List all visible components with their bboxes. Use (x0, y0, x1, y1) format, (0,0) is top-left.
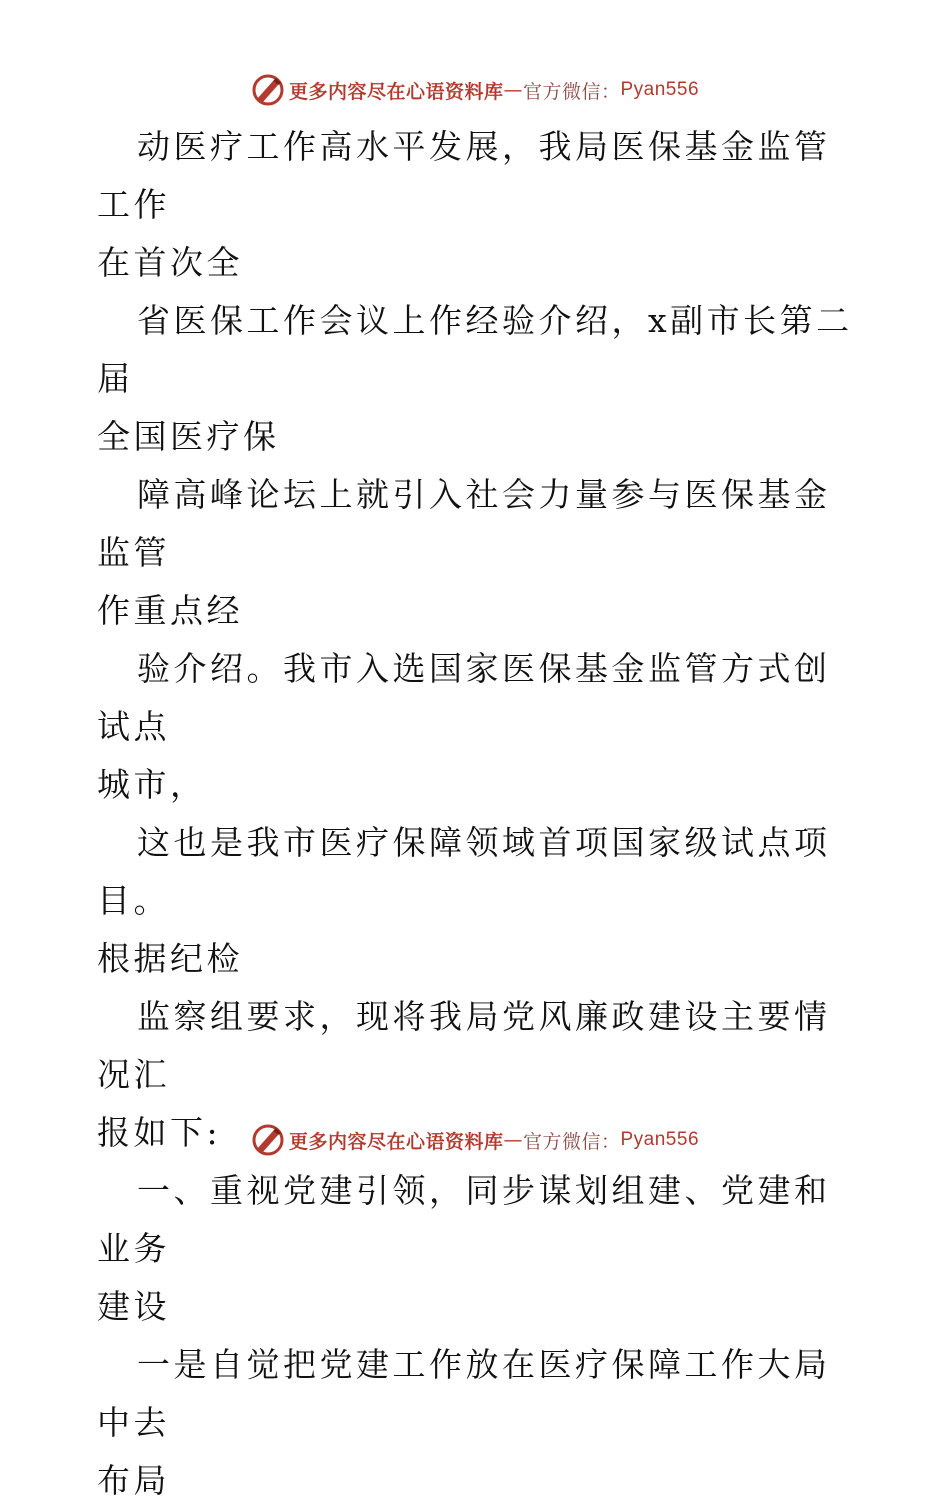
paragraph: 验介绍。我市入选国家医保基金监管方式创试点 城市， (97, 649, 831, 804)
header-watermark (0, 70, 950, 110)
watermark-site-name: 更多内容尽在心语资料库 (288, 80, 504, 103)
watermark-wechat-label: 官方微信： (522, 80, 621, 103)
paragraph: 监察组要求，现将我局党风廉政建设主要情况汇 报如下: (97, 997, 831, 1152)
paragraph: 障高峰论坛上就引入社会力量参与医保基金监管 作重点经 (97, 475, 831, 630)
section-heading: 一、重视党建引领，同步谋划组建、党建和业务 建设 (97, 1171, 831, 1326)
footer-watermark (0, 1120, 950, 1160)
watermark-dash: — (503, 79, 523, 101)
pen-logo-icon (251, 73, 285, 107)
document-body (97, 118, 857, 1510)
paragraph: 这也是我市医疗保障领域首项国家级试点项目。 根据纪检 (97, 823, 831, 978)
watermark-wechat-label: 官方微信： (522, 1130, 621, 1153)
watermark-dash: — (503, 1129, 523, 1151)
paragraph: 动医疗工作高水平发展，我局医保基金监管工作 在首次全 (97, 127, 831, 282)
watermark-wechat-id: Pyan556 (620, 79, 700, 100)
paragraph: 一是自觉把党建工作放在医疗保障工作大局中去 布局 (97, 1345, 831, 1500)
watermark-site-name: 更多内容尽在心语资料库 (288, 1130, 504, 1153)
watermark-wechat-id: Pyan556 (620, 1129, 700, 1150)
paragraph: 省医保工作会议上作经验介绍，x副市长第二届 全国医疗保 (97, 301, 853, 456)
pen-logo-icon (251, 1123, 285, 1157)
